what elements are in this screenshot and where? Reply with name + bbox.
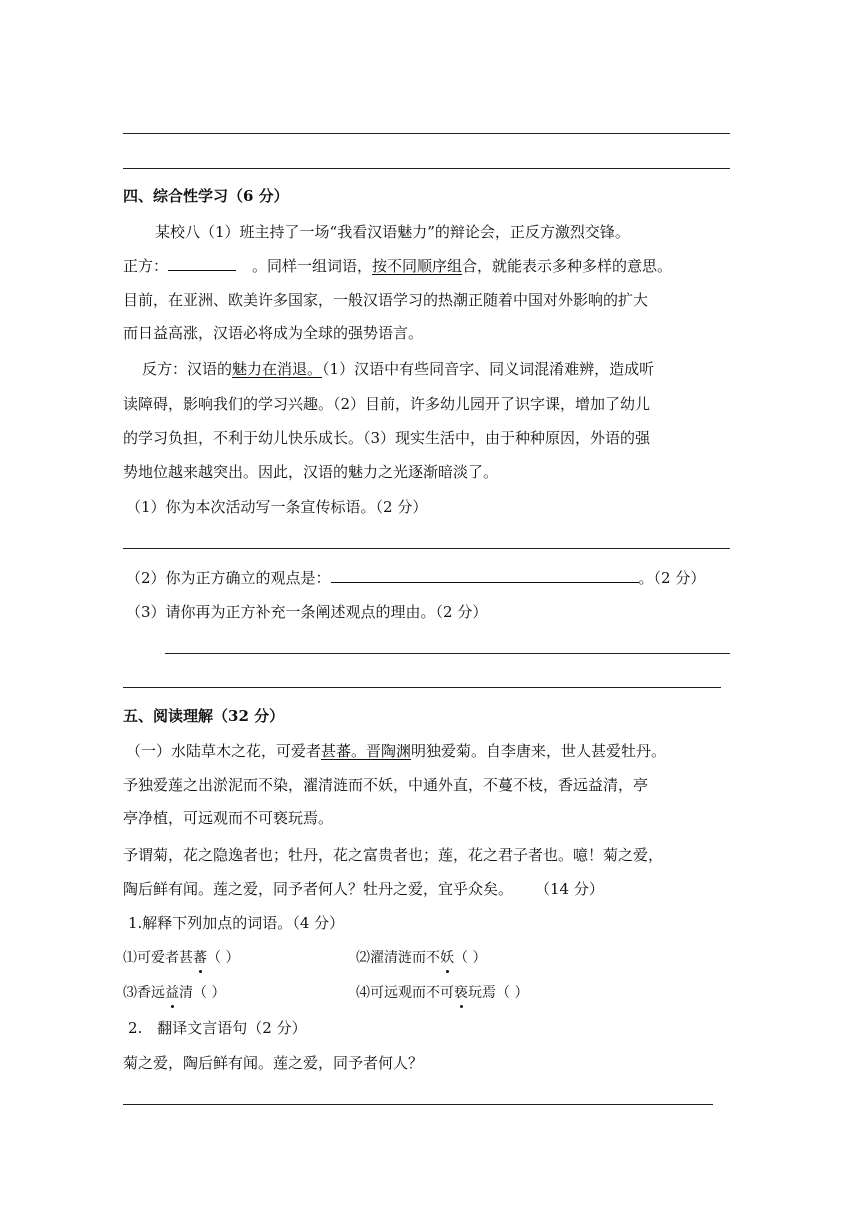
passage-line <box>123 879 604 899</box>
vocab-item <box>356 948 486 968</box>
question-3: （3）请你再为正方补充一条阐述观点的理由。（2 分） <box>126 603 488 621</box>
passage-line: 亭净植，可远观而不可亵玩焉。 <box>123 809 334 827</box>
text: ⑷可远观而不可 <box>356 985 454 1001</box>
question-2 <box>126 568 705 588</box>
answer-slot[interactable]: （ ） <box>207 950 240 966</box>
dotted-char: 益 <box>165 985 179 1001</box>
paragraph-line: 读障碍，影响我们的学习兴趣。（2）目前，许多幼儿园开了识字课，增加了幼儿 <box>123 395 651 413</box>
con-line <box>142 359 654 379</box>
answer-line[interactable] <box>123 687 721 688</box>
question-title: 1.解释下列加点的词语。（4 分） <box>128 914 345 932</box>
text: 。（2 分） <box>638 569 706 587</box>
text: 陶后鲜有闻。莲之爱，同予者何人？牡丹之爱，宜乎众矣。 <box>123 880 514 898</box>
score-label: （14 分） <box>535 880 604 898</box>
vocab-item <box>356 983 528 1003</box>
answer-slot[interactable]: 清（ ） <box>179 985 226 1001</box>
text: （1）汉语中有些同音字、同义词混淆难辨，造成听 <box>322 360 655 378</box>
text: （一）水陆草木之花，可爱者 <box>126 742 322 760</box>
text: 反方：汉语的 <box>142 360 233 378</box>
vocab-item <box>123 983 225 1003</box>
paragraph-line: 而日益高涨，汉语必将成为全球的强势语言。 <box>123 324 424 342</box>
answer-line[interactable] <box>165 653 730 654</box>
passage-line: 予谓菊，花之隐逸者也；牡丹，花之富贵者也；莲，花之君子者也。噫！菊之爱， <box>123 846 664 864</box>
answer-slot[interactable]: （ ） <box>454 950 487 966</box>
answer-line <box>123 168 730 169</box>
paragraph-line: 的学习负担，不利于幼儿快乐成长。（3）现实生活中，由于种种原因，外语的强 <box>123 429 651 447</box>
answer-line[interactable] <box>123 548 730 549</box>
translate-sentence: 菊之爱，陶后鲜有闻。莲之爱，同予者何人？ <box>123 1054 424 1072</box>
vocab-item <box>123 948 239 968</box>
answer-blank[interactable] <box>331 568 639 583</box>
underlined-text: 甚蕃。晋陶渊 <box>321 742 412 760</box>
answer-blank[interactable] <box>168 256 236 271</box>
text: ⑴可爱者甚 <box>123 950 193 966</box>
text: 合，就能表示多种多样的意思。 <box>462 257 673 275</box>
text: ⑵濯清涟而不 <box>356 950 440 966</box>
paragraph-line: 势地位越来越突出。因此，汉语的魅力之光逐渐暗淡了。 <box>123 463 499 481</box>
text: ⑶香远 <box>123 985 165 1001</box>
paragraph-line: 目前，在亚洲、欧美许多国家，一般汉语学习的热潮正随着中国对外影响的扩大 <box>123 291 649 309</box>
text: 明独爱菊。自李唐来，世人甚爱牡丹。 <box>411 742 667 760</box>
dotted-char: 蕃 <box>193 950 207 966</box>
answer-line <box>123 133 730 134</box>
underlined-text: 魅力在消退。 <box>232 360 323 378</box>
question-1: （1）你为本次活动写一条宣传标语。（2 分） <box>126 498 428 516</box>
text: （2）你为正方确立的观点是： <box>126 569 331 587</box>
passage-line: 予独爱莲之出淤泥而不染，濯清涟而不妖，中通外直，不蔓不枝，香远益清，亭 <box>123 776 649 794</box>
paragraph-line: 某校八（1）班主持了一场“我看汉语魅力”的辩论会，正反方激烈交锋。 <box>155 223 630 241</box>
text: 。同样一组词语， <box>252 257 373 275</box>
passage-line <box>126 741 666 761</box>
pro-label: 正方： <box>123 257 169 275</box>
dotted-char: 妖 <box>440 950 454 966</box>
pro-line <box>123 256 672 276</box>
question-title: 2. 翻译文言语句（2 分） <box>128 1019 307 1037</box>
section-heading: 五、阅读理解（32 分） <box>123 707 285 725</box>
answer-slot[interactable]: 玩焉（ ） <box>468 985 529 1001</box>
underlined-text: 按不同顺序组 <box>372 257 463 275</box>
dotted-char: 亵 <box>454 985 468 1001</box>
section-heading: 四、综合性学习（6 分） <box>123 187 289 205</box>
answer-line[interactable] <box>123 1104 713 1105</box>
